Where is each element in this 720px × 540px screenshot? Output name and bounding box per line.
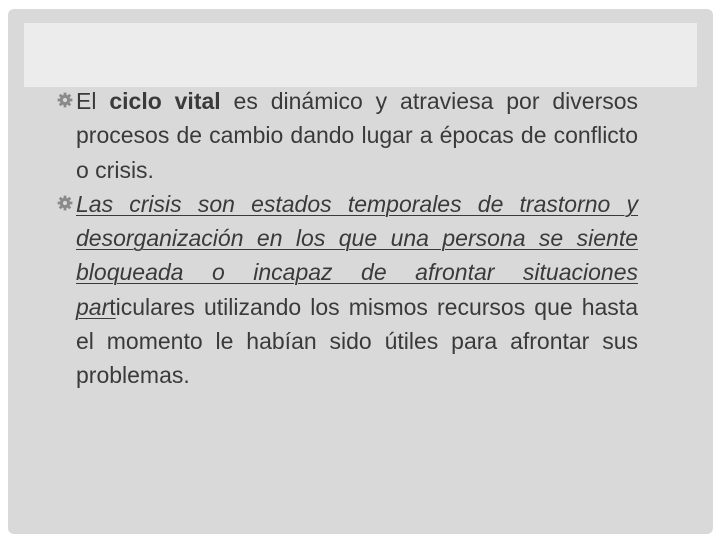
bullet-paragraph-1: [69, 84, 638, 187]
gear-icon: [57, 195, 73, 211]
slide-body: [69, 84, 638, 393]
bullet-1-bold-term: ciclo vital: [109, 88, 221, 114]
slide: [8, 9, 713, 534]
bullet-2-italic-underlined-text: Las crisis son estados temporales de trastorno y desorganización en los que una persona se siente bloqueada o incapaz de afrontar situaciones par: [76, 190, 638, 320]
gear-icon: [57, 92, 73, 108]
bullet-2-underlined-text: t: [109, 293, 116, 320]
bullet-2-text-end: iculares utilizando los mismos recursos que hasta el momento le habían sido útiles para afrontar sus problemas.: [76, 293, 638, 389]
bullet-paragraph-2: [69, 187, 638, 393]
title-placeholder: [24, 23, 697, 87]
bullet-1-text-end: es dinámico y atraviesa por diversos procesos de cambio dando lugar a épocas de conflicto o crisis.: [76, 88, 639, 183]
bullet-1-text-start: El: [76, 88, 110, 114]
